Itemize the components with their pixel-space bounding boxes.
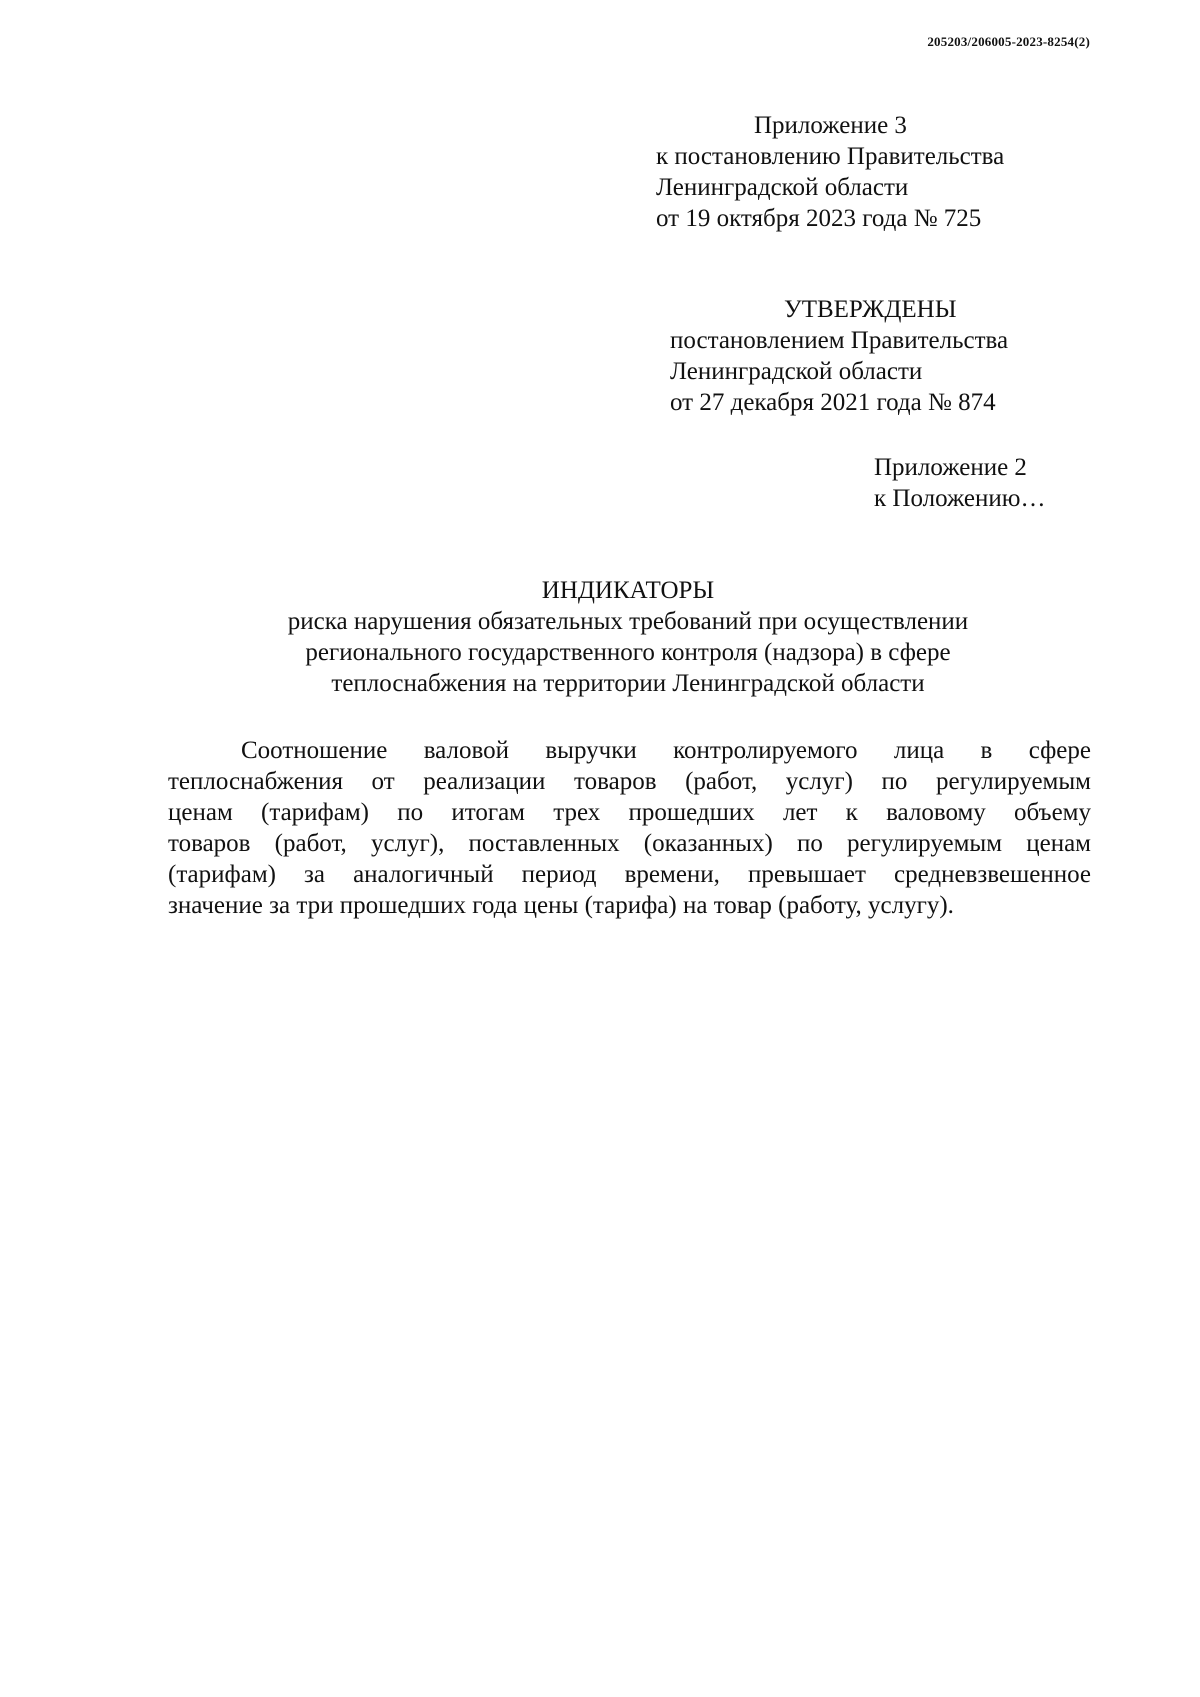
paragraph-line: ценам (тарифам) по итогам трех прошедших лет к валовому объему [168, 799, 1091, 826]
approved-date: от 27 декабря 2021 года № 874 [670, 389, 996, 416]
title-line: регионального государственного контроля (надзора) в сфере [305, 639, 951, 666]
annex3-title: Приложение 3 [754, 112, 907, 139]
paragraph-line: Соотношение валовой выручки контролируемого лица в сфере [241, 737, 1091, 764]
annex3-line: Ленинградской области [656, 174, 909, 201]
annex3-block [656, 110, 1004, 234]
document-heading: ИНДИКАТОРЫ [541, 577, 715, 604]
approved-line: Ленинградской области [670, 358, 923, 385]
approved-line: постановлением Правительства [670, 327, 1009, 354]
title-line: риска нарушения обязательных требований при осуществлении [287, 608, 969, 635]
title-line: теплоснабжения на территории Ленинградской области [331, 670, 925, 697]
paragraph-line: товаров (работ, услуг), поставленных (оказанных) по регулируемым ценам [168, 830, 1091, 857]
annex3-date: от 19 октября 2023 года № 725 [656, 205, 982, 232]
annex2-line: к Положению… [874, 485, 1046, 512]
approved-title: УТВЕРЖДЕНЫ [784, 296, 957, 323]
paragraph-line: значение за три прошедших года цены (тарифа) на товар (работу, услугу). [168, 892, 954, 919]
paragraph-line: теплоснабжения от реализации товаров (работ, услуг) по регулируемым [168, 768, 1091, 795]
annex2-title: Приложение 2 [874, 454, 1027, 481]
paragraph-line: (тарифам) за аналогичный период времени, превышает средневзвешенное [168, 861, 1091, 888]
document-title-block [0, 575, 1200, 699]
annex3-line: к постановлению Правительства [656, 143, 1005, 170]
body-paragraph [168, 735, 1091, 921]
approved-block [670, 294, 1008, 418]
annex2-block [874, 452, 1045, 514]
document-number: 205203/206005-2023-8254(2) [927, 34, 1090, 49]
